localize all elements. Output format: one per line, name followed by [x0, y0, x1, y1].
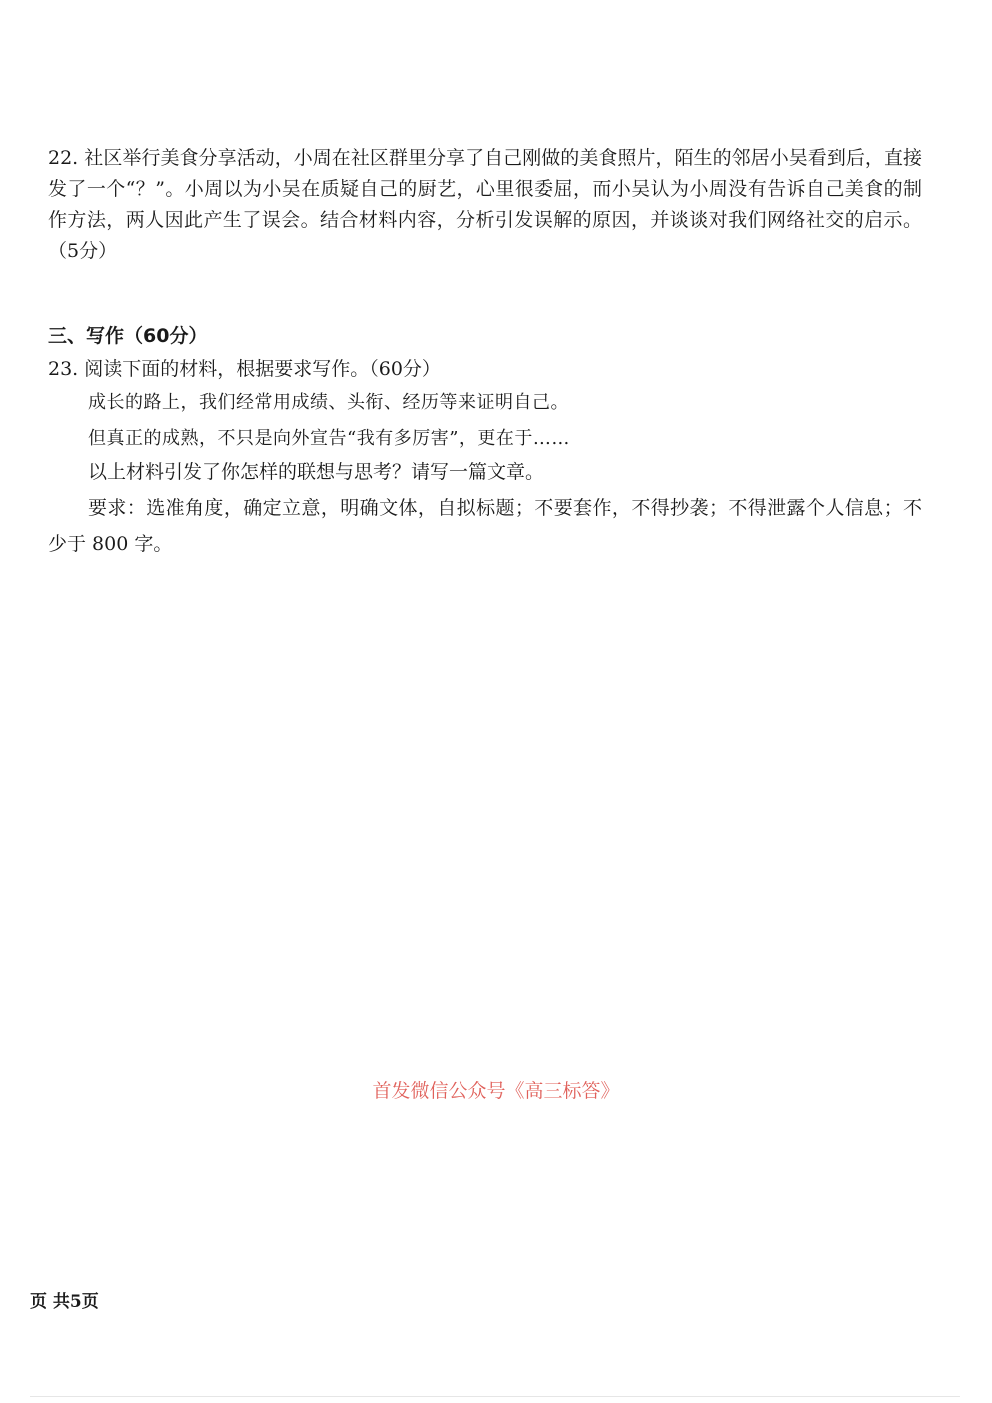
writing-requirements: 要求：选准角度，确定立意，明确文体，自拟标题；不要套作，不得抄袭；不得泄露个人信息；不少于 800 字。 — [48, 497, 922, 555]
question-22-text: 22. 社区举行美食分享活动，小周在社区群里分享了自己刚做的美食照片，陌生的邻居小吴看到后，直接发了一个“？”。小周以为小吴在质疑自己的厨艺，心里很委屈，而小吴认为小周没有告诉自己美食的制作方法，两人因此产生了误会。结合材料内容，分析引发误解的原因，并谈谈对我们网络社交的启示。（5分） — [48, 147, 922, 262]
bottom-divider — [30, 1396, 960, 1397]
material-line-1: 成长的路上，我们经常用成绩、头衔、经历等来证明自己。 — [88, 392, 569, 413]
writing-prompt: 以上材料引发了你怎样的联想与思考？请写一篇文章。 — [88, 461, 545, 483]
page-footer: 页 共5页 — [30, 1292, 99, 1312]
material-line-2: 但真正的成熟，不只是向外宣告“我有多厉害”，更在于…… — [88, 428, 570, 449]
watermark-text: 首发微信公众号《高三标答》 — [372, 1080, 620, 1102]
question-23-text: 23. 阅读下面的材料，根据要求写作。（60分） — [48, 358, 441, 380]
section-title-writing: 三、写作（60分） — [48, 325, 208, 347]
